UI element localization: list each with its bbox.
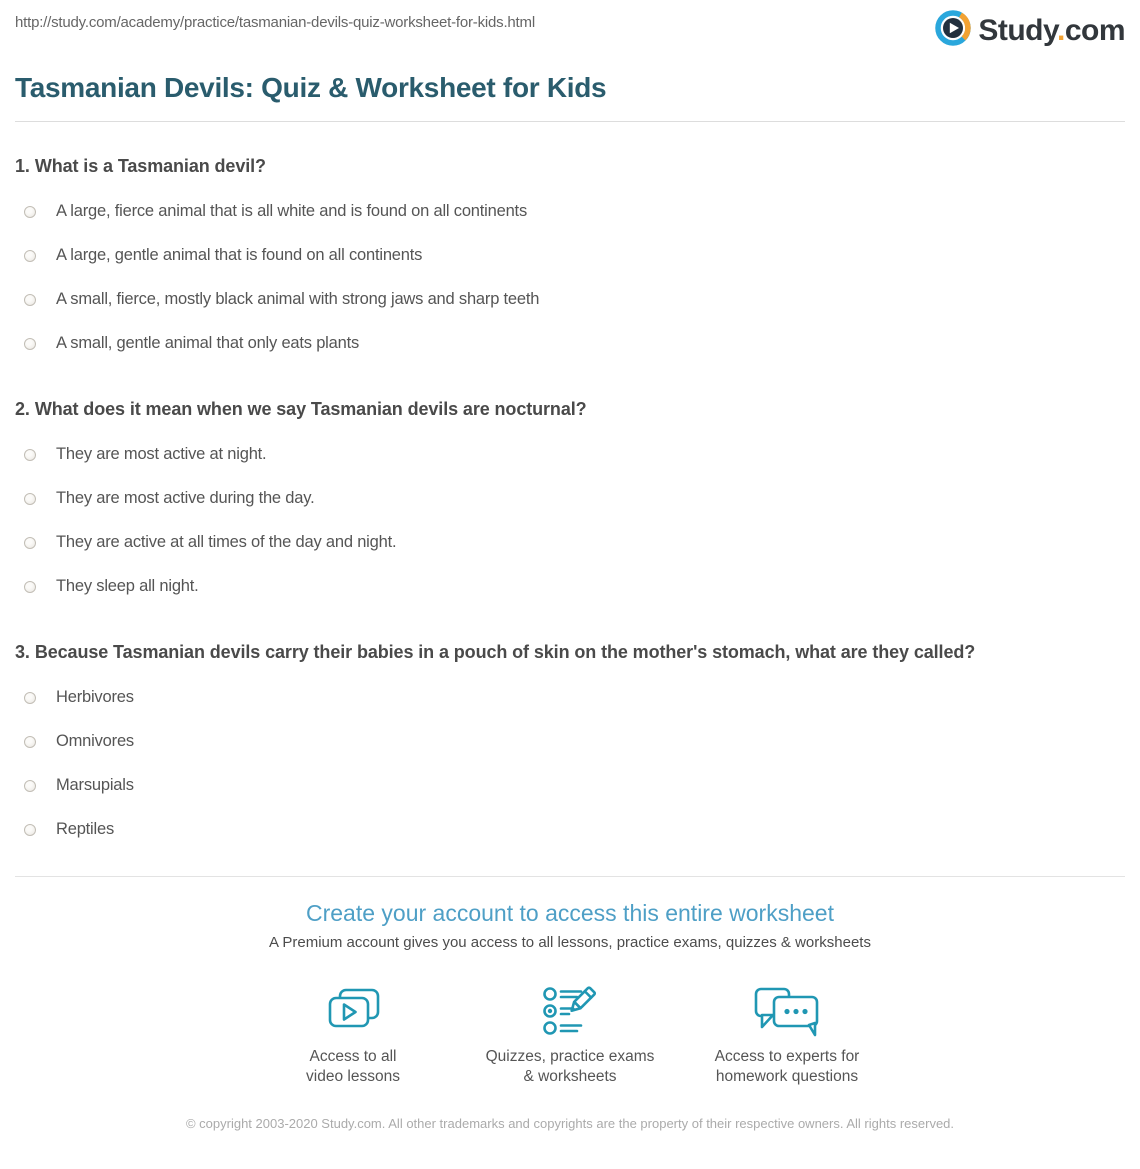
radio-button[interactable] (24, 581, 36, 593)
question-3 (15, 642, 1125, 839)
answer-option-label[interactable]: They are most active at night. (56, 445, 267, 463)
answer-option-label[interactable]: They are active at all times of the day and night. (56, 533, 397, 551)
radio-button[interactable] (24, 537, 36, 549)
answer-option[interactable] (15, 246, 1125, 265)
answer-option[interactable] (15, 533, 1125, 552)
feature-video-lessons (245, 985, 462, 1087)
study-logo[interactable] (935, 10, 1125, 51)
feature-label (462, 1047, 679, 1087)
answer-option[interactable] (15, 334, 1125, 353)
feature-label-line1: Access to all (309, 1048, 397, 1065)
logo-dot: . (1056, 13, 1065, 47)
radio-button[interactable] (24, 206, 36, 218)
answer-option-label[interactable]: Marsupials (56, 776, 134, 794)
radio-button[interactable] (24, 493, 36, 505)
answer-option[interactable] (15, 688, 1125, 707)
feature-list (0, 985, 1140, 1087)
radio-button[interactable] (24, 338, 36, 350)
feature-label-line1: Quizzes, practice exams (485, 1048, 655, 1065)
feature-experts-chat (679, 985, 896, 1087)
page-title: Tasmanian Devils: Quiz & Worksheet for Kids (15, 72, 607, 103)
question-heading (15, 399, 1125, 420)
answer-option-label[interactable]: A small, fierce, mostly black animal with strong jaws and sharp teeth (56, 290, 540, 308)
copyright-notice: © copyright 2003-2020 Study.com. All other trademarks and copyrights are the property of their respective owners. All rights reserved. (185, 1116, 955, 1131)
question-2 (15, 399, 1125, 596)
feature-label (245, 1047, 462, 1087)
radio-button[interactable] (24, 449, 36, 461)
feature-label-line2: homework questions (715, 1068, 859, 1085)
question-1 (15, 156, 1125, 353)
radio-button[interactable] (24, 250, 36, 262)
create-account-link[interactable]: Create your account to access this entire worksheet (306, 900, 834, 926)
answer-option[interactable] (15, 820, 1125, 839)
feature-quizzes-worksheets (462, 985, 679, 1087)
premium-subheading: A Premium account gives you access to all lessons, practice exams, quizzes & worksheets (269, 934, 871, 951)
feature-label-line2: & worksheets (523, 1068, 617, 1085)
radio-button[interactable] (24, 824, 36, 836)
radio-button[interactable] (24, 780, 36, 792)
answer-option[interactable] (15, 290, 1125, 309)
question-heading (15, 642, 1125, 663)
video-lessons-icon (245, 985, 462, 1039)
question-text: What is a Tasmanian devil? (34, 156, 266, 176)
answer-option-label[interactable]: They sleep all night. (56, 577, 199, 595)
answer-option-label[interactable]: They are most active during the day. (56, 489, 315, 507)
answer-option-label[interactable]: A large, fierce animal that is all white and is found on all continents (56, 202, 527, 220)
answer-option[interactable] (15, 776, 1125, 795)
feature-label-line2: video lessons (306, 1068, 400, 1085)
answer-option-label[interactable]: Herbivores (56, 688, 134, 706)
radio-button[interactable] (24, 736, 36, 748)
cta-divider (15, 876, 1125, 877)
question-number: 3. (15, 642, 30, 662)
answer-option[interactable] (15, 202, 1125, 221)
study-logo-text (978, 13, 1125, 49)
feature-label-line1: Access to experts for (714, 1048, 860, 1065)
feature-label (679, 1047, 896, 1087)
question-text: What does it mean when we say Tasmanian devils are nocturnal? (34, 399, 587, 419)
radio-button[interactable] (24, 294, 36, 306)
question-text: Because Tasmanian devils carry their babies in a pouch of skin on the mother's stomach, what are they called? (34, 642, 976, 662)
answer-option[interactable] (15, 732, 1125, 751)
study-logo-play-icon (935, 10, 971, 51)
answer-option[interactable] (15, 577, 1125, 596)
answer-option-label[interactable]: A small, gentle animal that only eats plants (56, 334, 360, 352)
quiz-body (15, 156, 1125, 839)
answer-option-label[interactable]: Omnivores (56, 732, 134, 750)
radio-button[interactable] (24, 692, 36, 704)
page-header (0, 0, 1140, 50)
quizzes-worksheets-icon (462, 985, 679, 1039)
experts-chat-icon (679, 985, 896, 1039)
answer-option[interactable] (15, 445, 1125, 464)
question-number: 2. (15, 399, 30, 419)
answer-option-label[interactable]: Reptiles (56, 820, 115, 838)
logo-word-study: Study (978, 13, 1057, 47)
question-heading (15, 156, 1125, 177)
answer-option-label[interactable]: A large, gentle animal that is found on all continents (56, 246, 423, 264)
question-number: 1. (15, 156, 30, 176)
cta-section (0, 876, 1140, 1087)
page-url: http://study.com/academy/practice/tasmanian-devils-quiz-worksheet-for-kids.html (15, 14, 535, 31)
answer-option[interactable] (15, 489, 1125, 508)
title-divider (15, 121, 1125, 122)
logo-word-com: com (1064, 13, 1125, 47)
